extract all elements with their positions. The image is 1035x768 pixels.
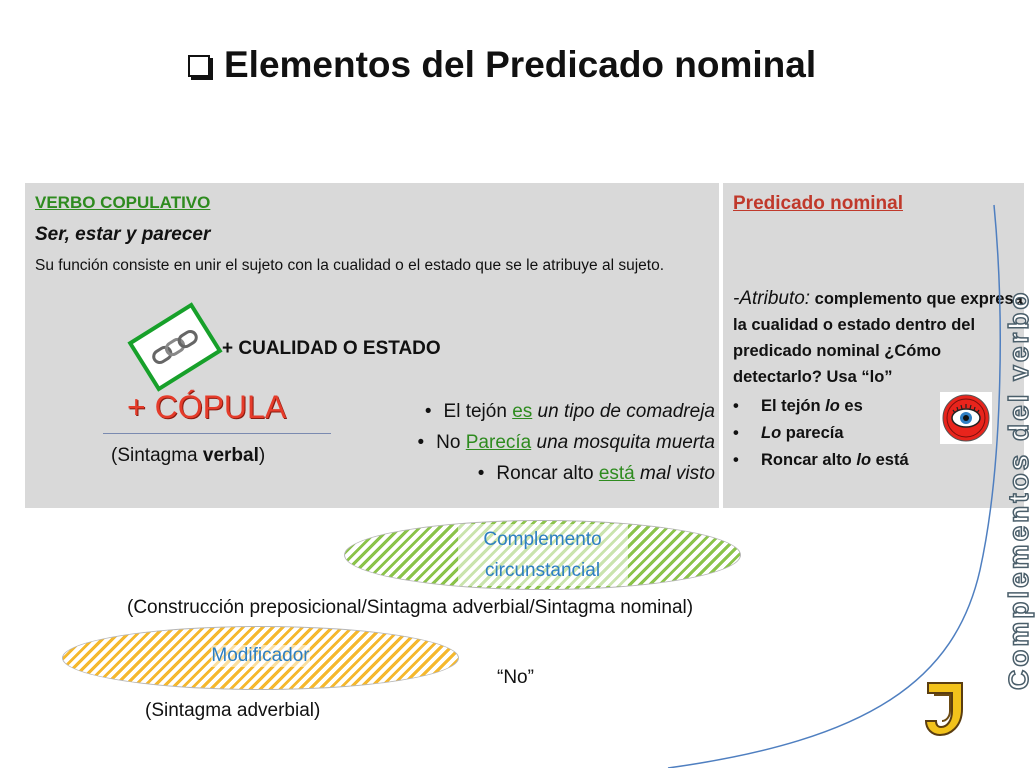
example-verb: está — [598, 463, 635, 484]
example-pre: No — [436, 432, 466, 453]
example-pre: Roncar alto — [496, 463, 599, 484]
title-text: Elementos del Predicado nominal — [224, 44, 817, 85]
copula-label: + CÓPULA — [127, 389, 287, 425]
complementos-del-verbo-label: Complementos del verbo — [1003, 289, 1034, 690]
complemento-circunstancial-description: (Construcción preposicional/Sintagma adverbial/Sintagma nominal) — [127, 597, 694, 618]
predicado-nominal-panel — [723, 183, 1024, 508]
atributo-text: complemento que expresa la cualidad o estado dentro del predicado nominal ¿Cómo detectarlo? Usa “lo” — [733, 290, 1023, 386]
modificador-example: “No” — [497, 667, 534, 688]
item-post: parecía — [781, 424, 844, 442]
example-post: mal visto — [634, 463, 715, 484]
complemento-circunstancial-oval — [344, 520, 741, 590]
modificador-description: (Sintagma adverbial) — [145, 700, 321, 721]
list-item: • Roncar alto lo está — [733, 451, 909, 469]
list-item: • El tejón es un tipo de comadreja — [424, 401, 715, 422]
verbo-copulativo-heading: VERBO COPULATIVO — [35, 193, 211, 212]
atributo-label: -Atributo: — [733, 288, 811, 309]
predicado-nominal-heading: Predicado nominal — [733, 193, 903, 214]
verbo-copulativo-panel — [25, 183, 719, 508]
modificador-oval — [62, 626, 459, 690]
cualidad-estado-label: + CUALIDAD O ESTADO — [222, 338, 441, 359]
chain-link-icon — [127, 302, 222, 391]
item-pre: El tejón — [761, 397, 826, 415]
sintagma-suffix: ) — [258, 445, 266, 466]
example-post: un tipo de comadreja — [532, 401, 715, 422]
copula-divider — [103, 433, 331, 434]
example-post: una mosquita muerta — [531, 432, 715, 453]
item-lo: lo — [825, 397, 840, 415]
example-verb: Parecía — [465, 432, 532, 453]
verbs-list: Ser, estar y parecer — [35, 224, 211, 245]
atributo-description — [733, 286, 1023, 390]
example-pre: El tejón — [443, 401, 513, 422]
sintagma-bold: verbal — [202, 445, 259, 466]
checkbox-bullet-icon — [188, 55, 210, 77]
sintagma-verbal-label — [111, 445, 265, 467]
function-description: Su función consiste en unir el sujeto con la cualidad o el estado que se le atribuye al sujeto. — [35, 257, 665, 274]
list-item: • El tejón lo es — [733, 397, 863, 415]
item-pre: Roncar alto — [761, 451, 857, 469]
lo-examples — [733, 393, 909, 474]
list-item: • Roncar alto está mal visto — [477, 463, 715, 484]
eye-icon — [940, 392, 992, 444]
slide-title — [188, 44, 816, 86]
hook-icon — [922, 675, 968, 744]
item-post: está — [871, 451, 909, 469]
list-item: • No Parecía una mosquita muerta — [417, 432, 715, 453]
list-item: • Lo parecía — [733, 424, 844, 442]
item-lo: lo — [856, 451, 872, 469]
item-post: es — [839, 397, 863, 415]
example-verb: es — [512, 401, 533, 422]
modificador-label: Modificador — [211, 645, 310, 666]
item-lo: Lo — [761, 424, 782, 442]
copula-examples — [315, 396, 715, 489]
sintagma-prefix: (Sintagma — [111, 445, 203, 466]
complemento-circunstancial-label: Complemento circunstancial — [458, 524, 628, 586]
